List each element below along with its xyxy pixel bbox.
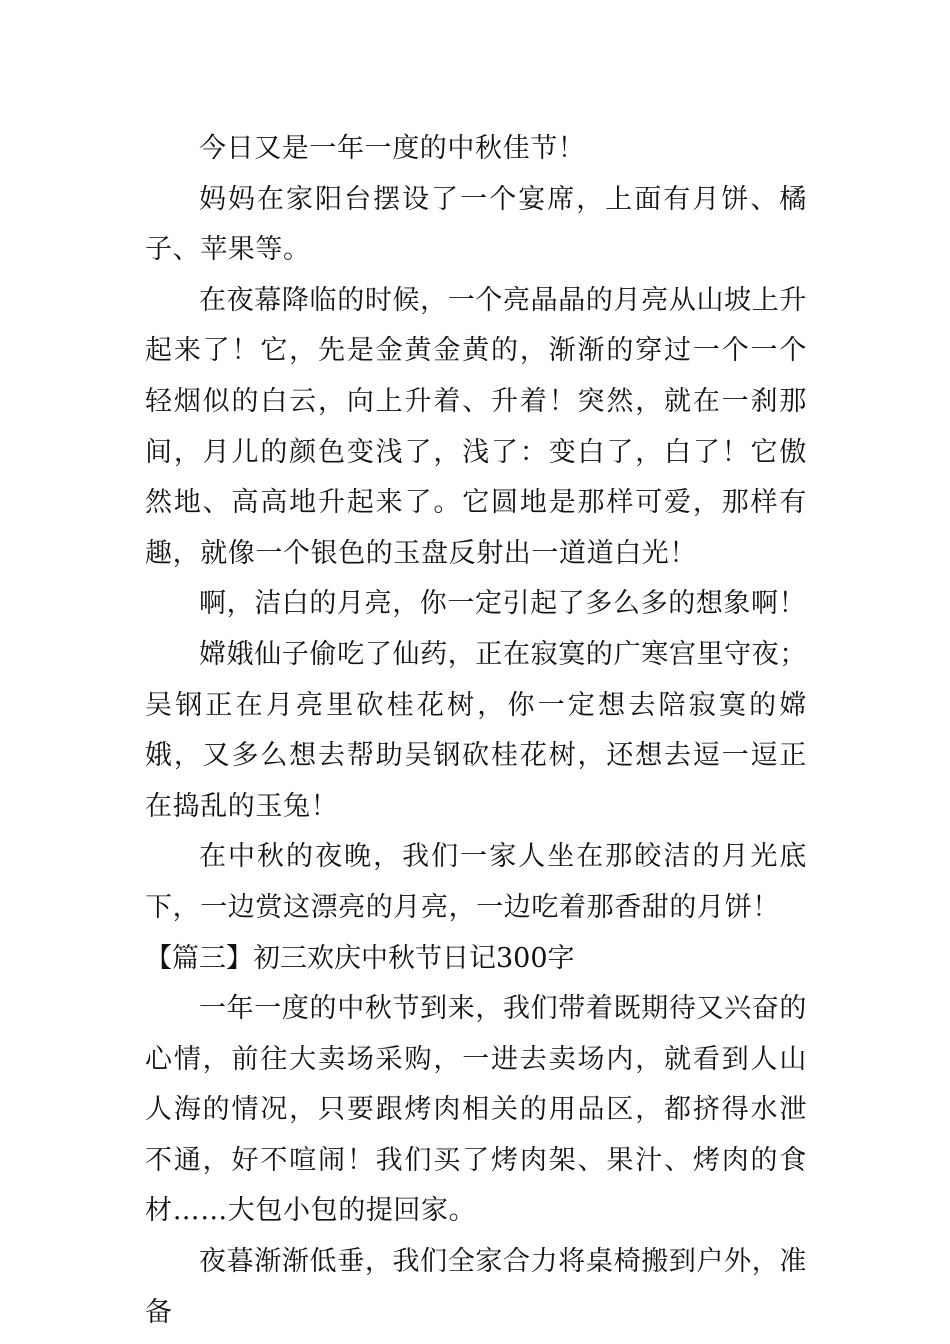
paragraph-6: 在中秋的夜晚，我们一家人坐在那皎洁的月光底下，一边赏这漂亮的月亮，一边吃着那香甜的月饼！ [145,841,807,923]
paragraph-5: 嫦娥仙子偷吃了仙药，正在寂寞的广寒宫里守夜；吴钢正在月亮里砍桂花树，你一定想去陪寂寞的嫦娥，又多么想去帮助吴钢砍桂花树，还想去逗一逗正在捣乱的玉兔！ [145,638,807,822]
paragraph-4: 啊，洁白的月亮，你一定引起了多么多的想象啊！ [199,588,807,620]
section-paragraph-1: 一年一度的中秋节到来，我们带着既期待又兴奋的心情，前往大卖场采购，一进去卖场内，就看到人山人海的情况，只要跟烤肉相关的用品区，都挤得水泄不通，好不喧闹！我们买了烤肉架、果汁、烤肉的食材……大包小包的提回家。 [145,993,807,1227]
section-paragraph-2: 夜暮渐渐低垂，我们全家合力将桌椅搬到户外，准备 [145,1246,807,1328]
paragraph-1: 今日又是一年一度的中秋佳节！ [199,133,586,164]
section-heading: 【篇三】初三欢庆中秋节日记300字 [145,942,575,974]
paragraph-2: 妈妈在家阳台摆设了一个宴席，上面有月饼、橘子、苹果等。 [145,183,807,266]
document-body [145,124,807,1338]
paragraph-3: 在夜幕降临的时候，一个亮晶晶的月亮从山坡上升起来了！它，先是金黄金黄的，渐渐的穿过一个一个轻烟似的白云，向上升着、升着！突然，就在一刹那间，月儿的颜色变浅了，浅了：变白了，白了！它傲然地、高高地升起来了。它圆地是那样可爱，那样有趣，就像一个银色的玉盘反射出一道道白光！ [145,284,807,569]
